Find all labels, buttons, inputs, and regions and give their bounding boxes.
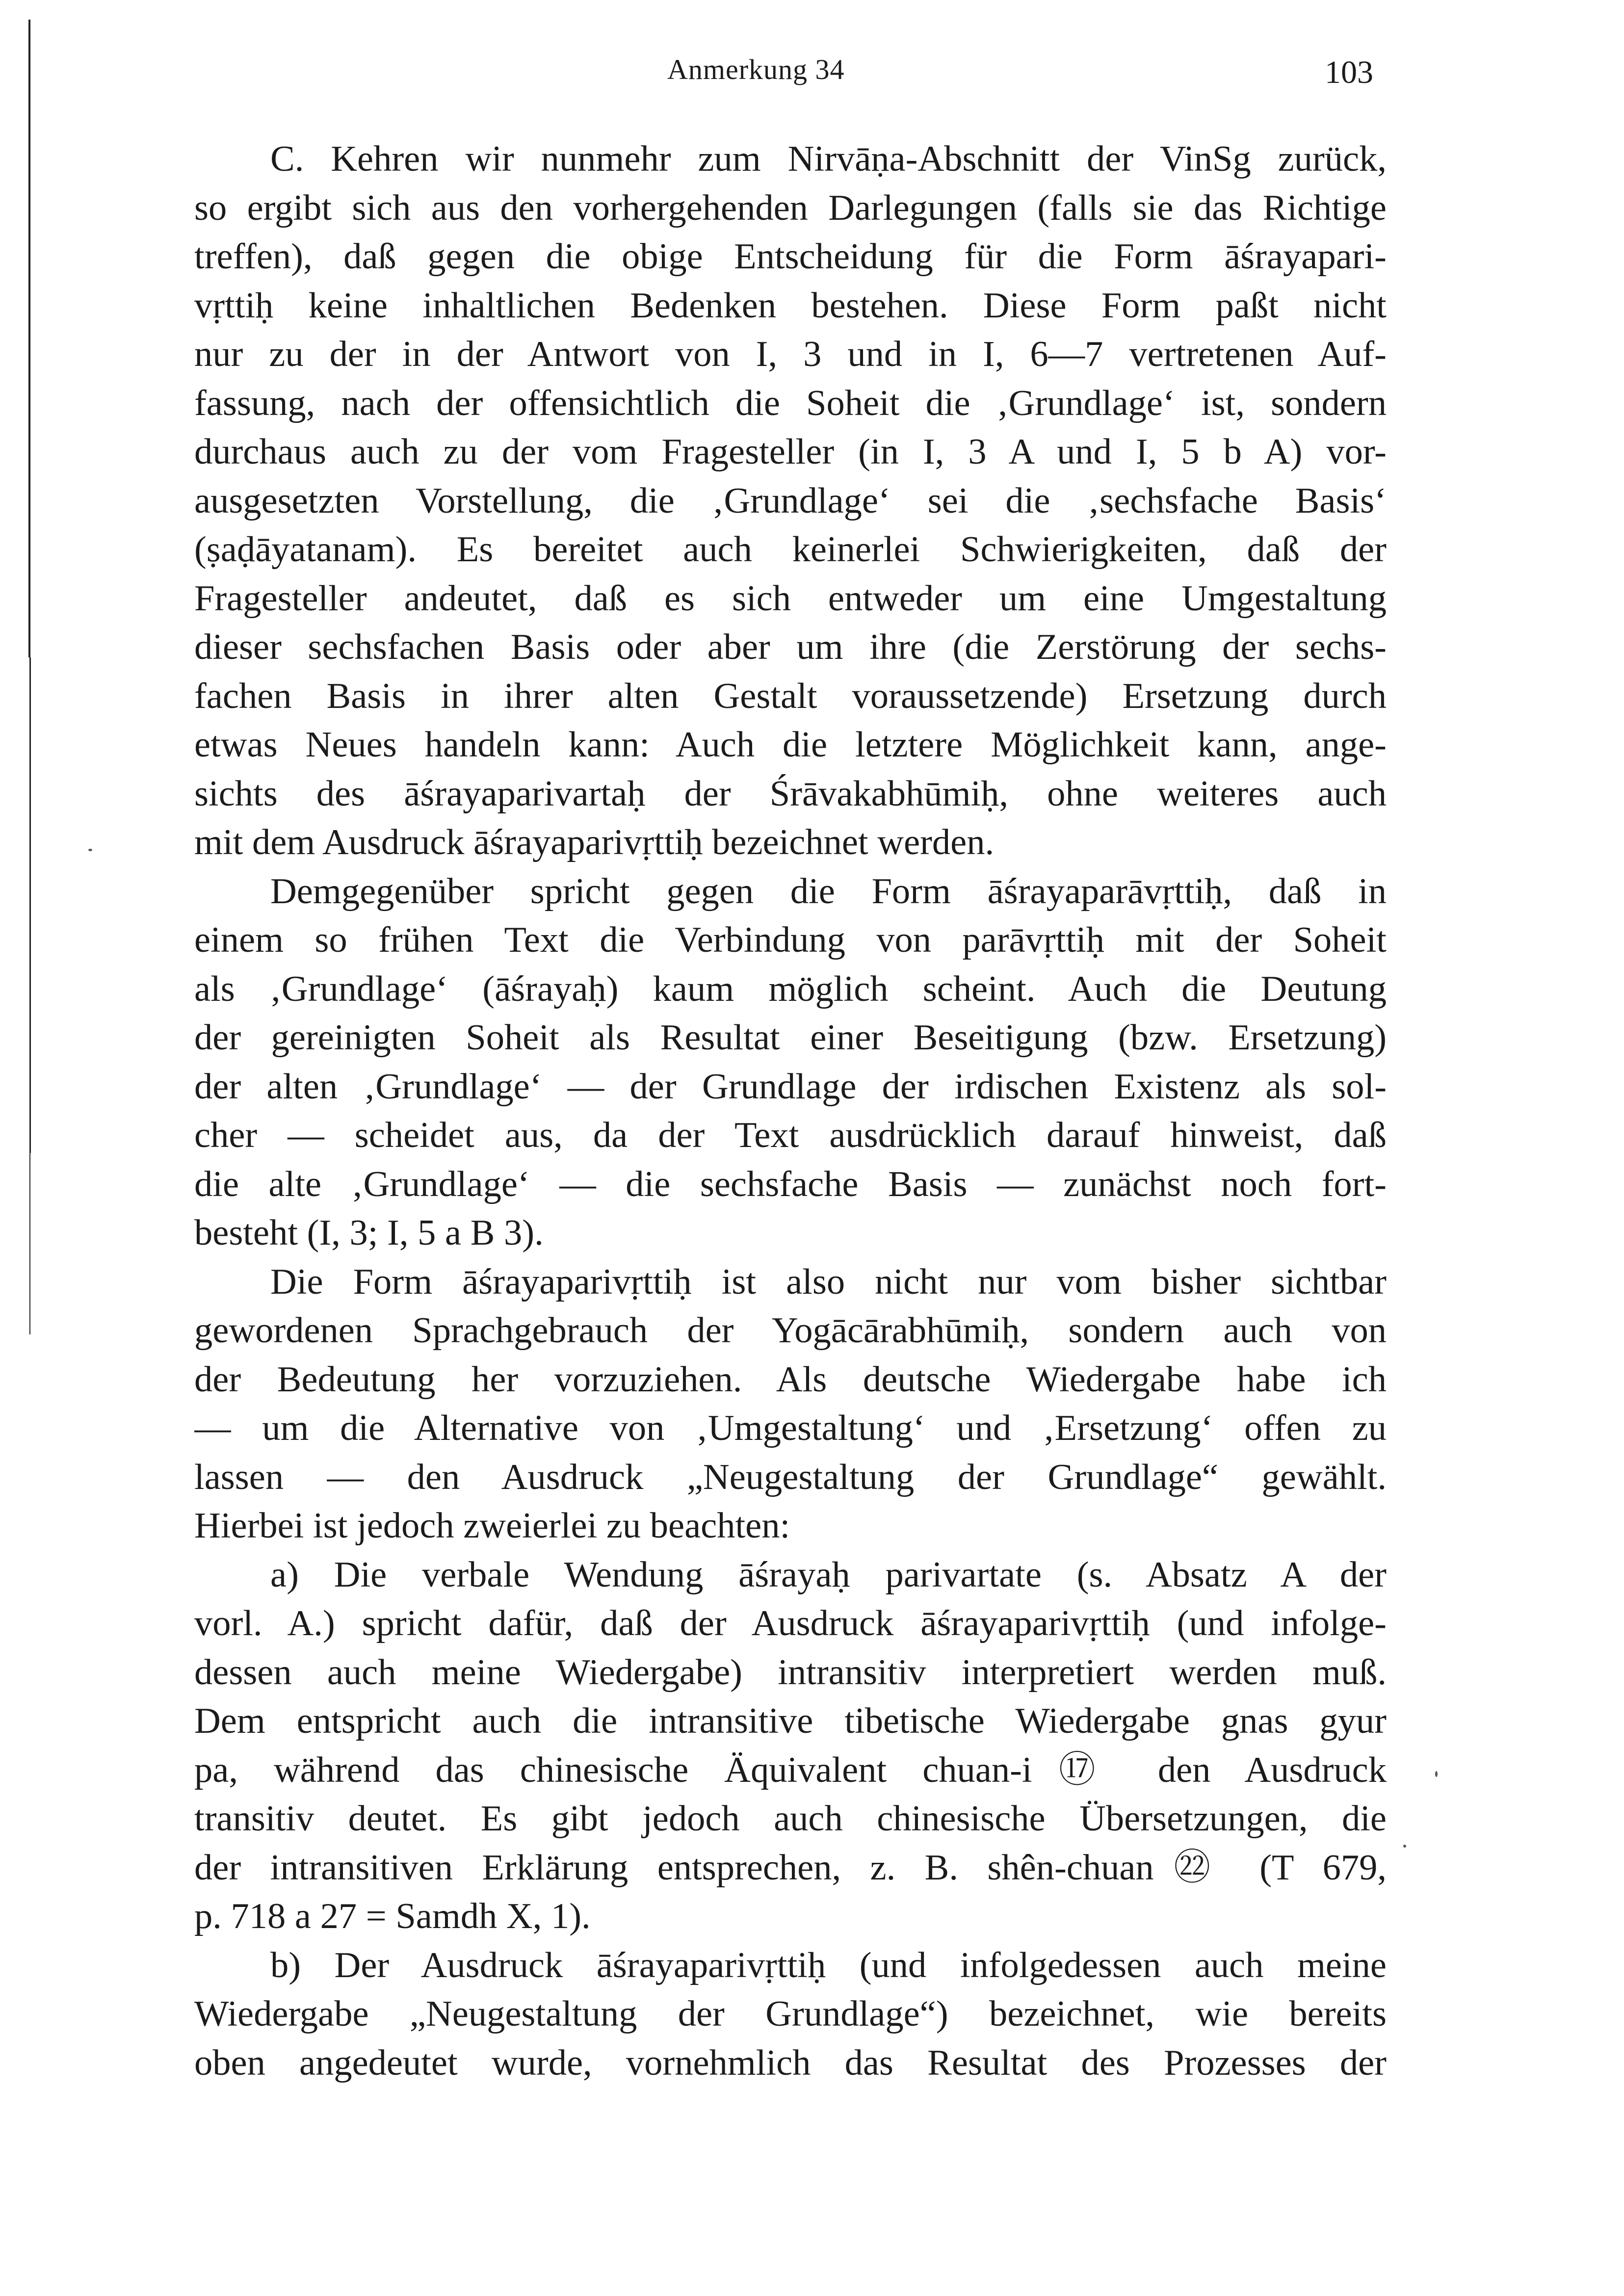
text-line: pa, während das chinesische Äquivalent chuan-i⑰ den Ausdruck <box>194 1749 1387 1790</box>
text-line: nur zu der in der Antwort von I, 3 und in I, 6—7 vertretenen Auf- <box>194 334 1387 374</box>
text-line: die alte ‚Grundlage‘ — die sechsfache Basis — zunächst noch fort- <box>194 1164 1387 1204</box>
text-line: gewordenen Sprachgebrauch der Yogācārabhūmiḥ, sondern auch von <box>194 1310 1387 1351</box>
text-line: transitiv deutet. Es gibt jedoch auch chinesische Übersetzungen, die <box>194 1799 1387 1839</box>
text-line: Hierbei ist jedoch zweierlei zu beachten: <box>194 1506 790 1546</box>
text-line: b) Der Ausdruck āśrayaparivṛttiḥ (und infolgedessen auch meine <box>270 1945 1387 1985</box>
text-line: — um die Alternative von ‚Umgestaltung‘ und ‚Ersetzung‘ offen zu <box>194 1408 1387 1448</box>
text-line: Die Form āśrayaparivṛttiḥ ist also nicht nur vom bisher sichtbar <box>270 1261 1387 1302</box>
scan-speck <box>88 849 92 851</box>
text-line: als ‚Grundlage‘ (āśrayaḥ) kaum möglich scheint. Auch die Deutung <box>194 968 1387 1009</box>
text-line: fachen Basis in ihrer alten Gestalt voraussetzende) Ersetzung durch <box>194 676 1387 716</box>
text-line: dessen auch meine Wiedergabe) intransitiv interpretiert werden muß. <box>194 1652 1387 1693</box>
page-number: 103 <box>1325 54 1373 90</box>
scan-margin-line <box>29 657 31 1153</box>
text-line: Dem entspricht auch die intransitive tibetische Wiedergabe gnas gyur <box>194 1701 1387 1741</box>
running-head: Anmerkung 34 <box>667 53 845 85</box>
scan-margin-line <box>29 1148 30 1334</box>
text-line: lassen — den Ausdruck „Neugestaltung der Grundlage“ gewählt. <box>194 1457 1387 1497</box>
text-line: ausgesetzten Vorstellung, die ‚Grundlage‘ sei die ‚sechsfache Basis‘ <box>194 480 1387 521</box>
text-line: sichts des āśrayaparivartaḥ der Śrāvakabhūmiḥ, ohne weiteres auch <box>194 773 1387 814</box>
text-line: der intransitiven Erklärung entsprechen, z. B. shên-chuan㉒ (T 679, <box>194 1847 1387 1888</box>
scan-speck <box>1435 1771 1438 1777</box>
text-line: etwas Neues handeln kann: Auch die letztere Möglichkeit kann, ange- <box>194 725 1387 765</box>
text-line: so ergibt sich aus den vorhergehenden Darlegungen (falls sie das Richtige <box>194 187 1387 228</box>
text-line: C. Kehren wir nunmehr zum Nirvāṇa-Abschnitt der VinSg zurück, <box>270 139 1387 179</box>
text-line: treffen), daß gegen die obige Entscheidung für die Form āśrayapari- <box>194 236 1387 277</box>
text-line: besteht (I, 3; I, 5 a B 3). <box>194 1213 544 1253</box>
text-line: a) Die verbale Wendung āśrayaḥ parivartate (s. Absatz A der <box>270 1554 1387 1595</box>
text-line: vṛttiḥ keine inhaltlichen Bedenken bestehen. Diese Form paßt nicht <box>194 285 1387 326</box>
text-line: einem so frühen Text die Verbindung von parāvṛttiḥ mit der Soheit <box>194 920 1387 960</box>
body-text <box>194 135 1387 2087</box>
text-line: der gereinigten Soheit als Resultat einer Beseitigung (bzw. Ersetzung) <box>194 1018 1387 1058</box>
text-line: mit dem Ausdruck āśrayaparivṛttiḥ bezeichnet werden. <box>194 822 995 862</box>
text-line: fassung, nach der offensichtlich die Soheit die ‚Grundlage‘ ist, sondern <box>194 383 1387 423</box>
text-line: oben angedeutet wurde, vornehmlich das Resultat des Prozesses der <box>194 2042 1387 2083</box>
text-line: p. 718 a 27 = Samdh X, 1). <box>194 1896 591 1936</box>
text-line: vorl. A.) spricht dafür, daß der Ausdruck āśrayaparivṛttiḥ (und infolge- <box>194 1603 1387 1644</box>
scan-margin-line <box>28 20 30 657</box>
scan-speck <box>1403 1845 1406 1848</box>
text-line: der alten ‚Grundlage‘ — der Grundlage der irdischen Existenz als sol- <box>194 1066 1387 1107</box>
text-line: durchaus auch zu der vom Fragesteller (in I, 3 A und I, 5 b A) vor- <box>194 432 1387 472</box>
text-line: der Bedeutung her vorzuziehen. Als deutsche Wiedergabe habe ich <box>194 1359 1387 1400</box>
text-line: (ṣaḍāyatanam). Es bereitet auch keinerlei Schwierigkeiten, daß der <box>194 529 1387 570</box>
text-line: dieser sechsfachen Basis oder aber um ihre (die Zerstörung der sechs- <box>194 627 1387 667</box>
text-line: Wiedergabe „Neugestaltung der Grundlage“) bezeichnet, wie bereits <box>194 1994 1387 2034</box>
text-line: Fragesteller andeutet, daß es sich entweder um eine Umgestaltung <box>194 578 1387 619</box>
text-line: cher — scheidet aus, da der Text ausdrücklich darauf hinweist, daß <box>194 1115 1387 1155</box>
text-line: Demgegenüber spricht gegen die Form āśrayaparāvṛttiḥ, daß in <box>270 871 1387 912</box>
